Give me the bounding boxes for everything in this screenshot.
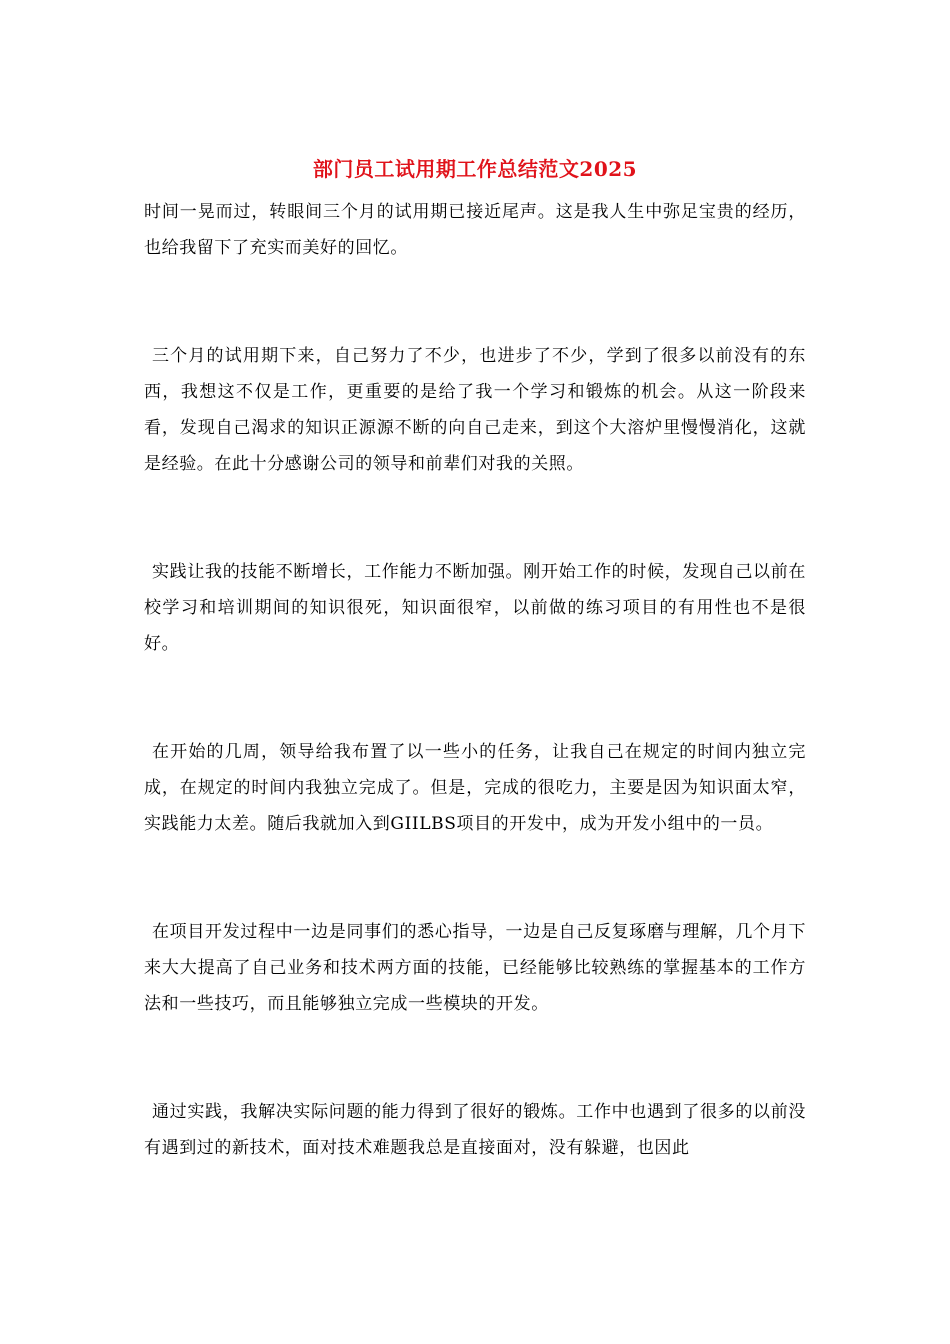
paragraph-5: 在项目开发过程中一边是同事们的悉心指导，一边是自己反复琢磨与理解，几个月下来大大提高了自己业务和技术两方面的技能，已经能够比较熟练的掌握基本的工作方法和一些技巧，而且能够独立完成一些模块的开发。 bbox=[144, 922, 806, 1014]
paragraph-4: 在开始的几周，领导给我布置了以一些小的任务，让我自己在规定的时间内独立完成，在规定的时间内我独立完成了。但是，完成的很吃力，主要是因为知识面太窄，实践能力太差。随后我就加入到GIILBS项目的开发中，成为开发小组中的一员。 bbox=[144, 742, 806, 834]
paragraph-3: 实践让我的技能不断增长，工作能力不断加强。刚开始工作的时候，发现自己以前在校学习和培训期间的知识很死，知识面很窄，以前做的练习项目的有用性也不是很好。 bbox=[144, 562, 806, 654]
document-title: 部门员工试用期工作总结范文2025 bbox=[312, 157, 638, 181]
paragraph-1: 时间一晃而过，转眼间三个月的试用期已接近尾声。这是我人生中弥足宝贵的经历，也给我留下了充实而美好的回忆。 bbox=[144, 202, 806, 258]
document-body bbox=[144, 194, 806, 1166]
paragraph-2: 三个月的试用期下来，自己努力了不少，也进步了不少，学到了很多以前没有的东西，我想这不仅是工作，更重要的是给了我一个学习和锻炼的机会。从这一阶段来看，发现自己渴求的知识正源源不断的向自己走来，到这个大溶炉里慢慢消化，这就是经验。在此十分感谢公司的领导和前辈们对我的关照。 bbox=[144, 346, 806, 474]
paragraph-6: 通过实践，我解决实际问题的能力得到了很好的锻炼。工作中也遇到了很多的以前没有遇到过的新技术，面对技术难题我总是直接面对，没有躲避，也因此 bbox=[144, 1102, 806, 1158]
